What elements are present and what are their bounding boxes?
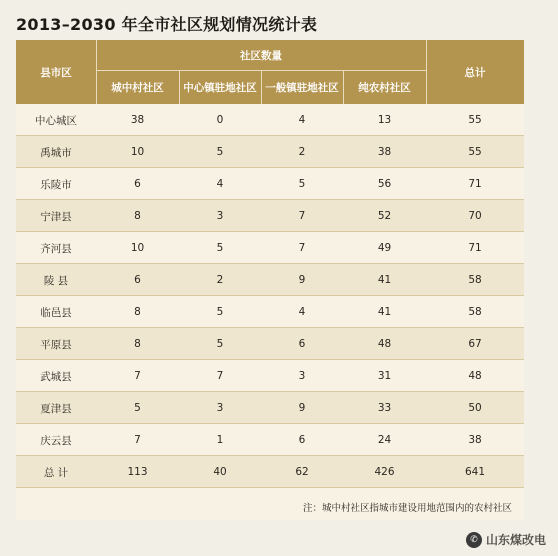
table-row	[16, 360, 524, 392]
header-rural: 纯农村社区	[358, 81, 411, 94]
table-cell: 50	[468, 402, 482, 414]
header-general-town: 一般镇驻地社区	[265, 81, 339, 94]
table-row	[16, 168, 524, 200]
table-cell: 7	[134, 370, 141, 382]
table-cell: 7	[298, 210, 306, 222]
header-central-town: 中心镇驻地社区	[183, 81, 257, 94]
row-label: 平原县	[40, 338, 72, 351]
table-row	[16, 328, 524, 360]
table-cell: 38	[468, 434, 482, 446]
row-label: 庆云县	[40, 434, 72, 447]
table-row	[16, 136, 524, 168]
row-label: 宁津县	[40, 210, 72, 223]
row-label: 乐陵市	[40, 178, 72, 191]
table-cell: 3	[216, 402, 224, 414]
table-cell: 7	[134, 434, 141, 446]
row-label: 临邑县	[40, 306, 72, 319]
table-cell: 4	[216, 178, 224, 190]
row-label: 禹城市	[40, 146, 72, 159]
table-cell: 56	[377, 178, 392, 190]
table-cell: 5	[298, 178, 306, 190]
table-row	[16, 296, 524, 328]
row-label: 齐河县	[40, 242, 72, 255]
header-urban-village: 城中村社区	[111, 81, 164, 94]
table-row	[16, 200, 524, 232]
table-cell: 3	[298, 370, 306, 382]
table-cell: 55	[468, 114, 482, 126]
row-label: 中心城区	[35, 114, 77, 127]
table-cell: 24	[377, 434, 392, 446]
header-community-count: 社区数量	[240, 49, 282, 62]
table-footnote: 注：城中村社区指城市建设用地范围内的农村社区	[302, 503, 512, 514]
header-county: 县市区	[40, 66, 72, 79]
table-cell: 52	[377, 210, 392, 222]
table-cell: 10	[130, 242, 145, 254]
table-cell: 55	[468, 146, 482, 158]
table-cell: 8	[134, 338, 141, 350]
table-cell: 2	[216, 274, 224, 286]
table-cell: 5	[216, 242, 224, 254]
table-cell: 7	[216, 370, 224, 382]
wechat-icon: ✆	[466, 532, 482, 548]
table-cell: 67	[468, 338, 482, 350]
table-cell: 3	[216, 210, 224, 222]
table-header	[16, 40, 524, 104]
table-cell: 641	[464, 466, 486, 478]
table-cell: 41	[377, 274, 392, 286]
table-cell: 41	[377, 306, 392, 318]
table-cell: 6	[134, 274, 141, 286]
table-row	[16, 392, 524, 424]
table-row	[16, 104, 524, 136]
header-total: 总计	[464, 66, 486, 79]
table-row	[16, 264, 524, 296]
page-title: 2013–2030 年全市社区规划情况统计表	[16, 15, 318, 34]
table-cell: 62	[295, 466, 309, 478]
watermark-text: 山东煤改电	[485, 533, 546, 547]
table-cell: 113	[127, 466, 148, 478]
table-cell: 5	[216, 306, 224, 318]
table-cell: 8	[134, 210, 141, 222]
row-label: 武城县	[40, 370, 72, 383]
row-divider	[16, 487, 524, 488]
table-cell: 6	[134, 178, 141, 190]
row-label: 总 计	[43, 466, 69, 479]
table-cell: 7	[298, 242, 306, 254]
table-cell: 38	[377, 146, 392, 158]
table-cell: 8	[134, 306, 141, 318]
table-cell: 5	[216, 338, 224, 350]
table-row	[16, 424, 524, 456]
table-cell: 0	[216, 114, 224, 126]
total-row	[16, 456, 524, 488]
watermark	[466, 531, 546, 548]
row-label: 夏津县	[40, 402, 72, 415]
table-cell: 6	[298, 338, 306, 350]
table-cell: 48	[377, 338, 392, 350]
table-cell: 58	[468, 306, 482, 318]
table-cell: 4	[298, 114, 306, 126]
table-cell: 38	[130, 114, 145, 126]
statistics-table	[16, 40, 524, 520]
table-cell: 10	[130, 146, 145, 158]
table-cell: 2	[298, 146, 306, 158]
table-row	[16, 232, 524, 264]
table-cell: 31	[377, 370, 392, 382]
table-cell: 5	[134, 402, 141, 414]
table-cell: 5	[216, 146, 224, 158]
table-cell: 49	[377, 242, 392, 254]
table-cell: 6	[298, 434, 306, 446]
table-cell: 33	[377, 402, 392, 414]
table-cell: 9	[298, 402, 306, 414]
table-cell: 48	[468, 370, 482, 382]
table-cell: 58	[468, 274, 482, 286]
row-label: 陵 县	[43, 274, 69, 287]
table-cell: 13	[377, 114, 392, 126]
table-cell: 426	[374, 466, 395, 478]
table-cell: 71	[468, 178, 482, 190]
table-cell: 40	[213, 466, 227, 478]
table-cell: 9	[298, 274, 306, 286]
table-cell: 70	[468, 210, 482, 222]
table-cell: 4	[298, 306, 306, 318]
table-cell: 1	[216, 434, 224, 446]
table-cell: 71	[468, 242, 482, 254]
